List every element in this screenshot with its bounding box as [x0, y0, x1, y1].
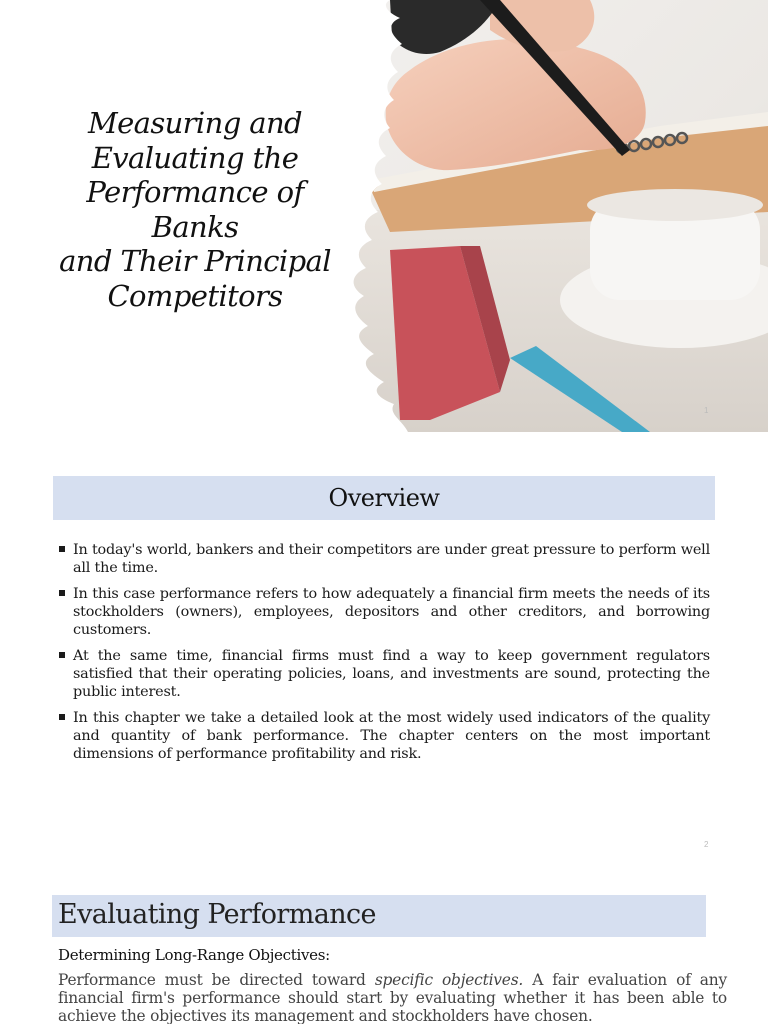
hand-writing-on-notebook-photo	[330, 0, 768, 432]
title-line: Banks	[151, 209, 239, 244]
slide-number: 2	[704, 840, 709, 849]
square-bullet-icon	[59, 714, 65, 720]
list-item	[57, 709, 710, 763]
list-item	[57, 585, 710, 639]
title-line: Evaluating the	[91, 140, 299, 175]
title-line: and Their Principal	[59, 244, 331, 278]
slide-title	[38, 106, 352, 313]
title-line: Performance of	[86, 175, 304, 209]
emphasis-text: specific objectives.	[374, 971, 524, 989]
title-slide	[0, 0, 768, 432]
body-paragraph	[58, 971, 727, 1024]
bullet-text: In today's world, bankers and their competitors are under great pressure to perform well all the time.	[73, 542, 710, 576]
list-item	[57, 647, 710, 701]
title-line: Measuring and	[87, 106, 303, 140]
overview-heading-band	[53, 476, 715, 520]
title-line: Competitors	[107, 278, 283, 313]
evaluating-heading: Evaluating Performance	[58, 899, 376, 930]
slide-number: 1	[704, 406, 709, 415]
bullet-text: In this chapter we take a detailed look at the most widely used indicators of the quality and quantity of bank performance. The chapter centers on the most important dimensions of performance profitability and risk.	[73, 710, 710, 762]
square-bullet-icon	[59, 652, 65, 658]
bullet-text: At the same time, financial firms must find a way to keep government regulators satisfied that their operating policies, loans, and investments are sound, protecting the public interest.	[73, 648, 710, 700]
evaluating-heading-band	[52, 895, 706, 937]
paragraph-text: Performance must be directed toward	[58, 971, 375, 989]
overview-bullet-list	[57, 541, 710, 771]
overview-slide	[0, 432, 768, 856]
evaluating-performance-slide	[0, 856, 768, 1024]
square-bullet-icon	[59, 590, 65, 596]
bullet-text: In this case performance refers to how adequately a financial firm meets the needs of its stockholders (owners), employees, depositors and other creditors, and borrowing customers.	[73, 586, 710, 638]
overview-heading: Overview	[328, 484, 440, 512]
subheading: Determining Long-Range Objectives:	[58, 946, 330, 964]
list-item	[57, 541, 710, 577]
paragraph-text: A fair evaluation of any financial firm's performance should start by evaluating whether it has been able to achieve the objectives its management and stockholders have chosen.	[58, 971, 727, 1024]
square-bullet-icon	[59, 546, 65, 552]
